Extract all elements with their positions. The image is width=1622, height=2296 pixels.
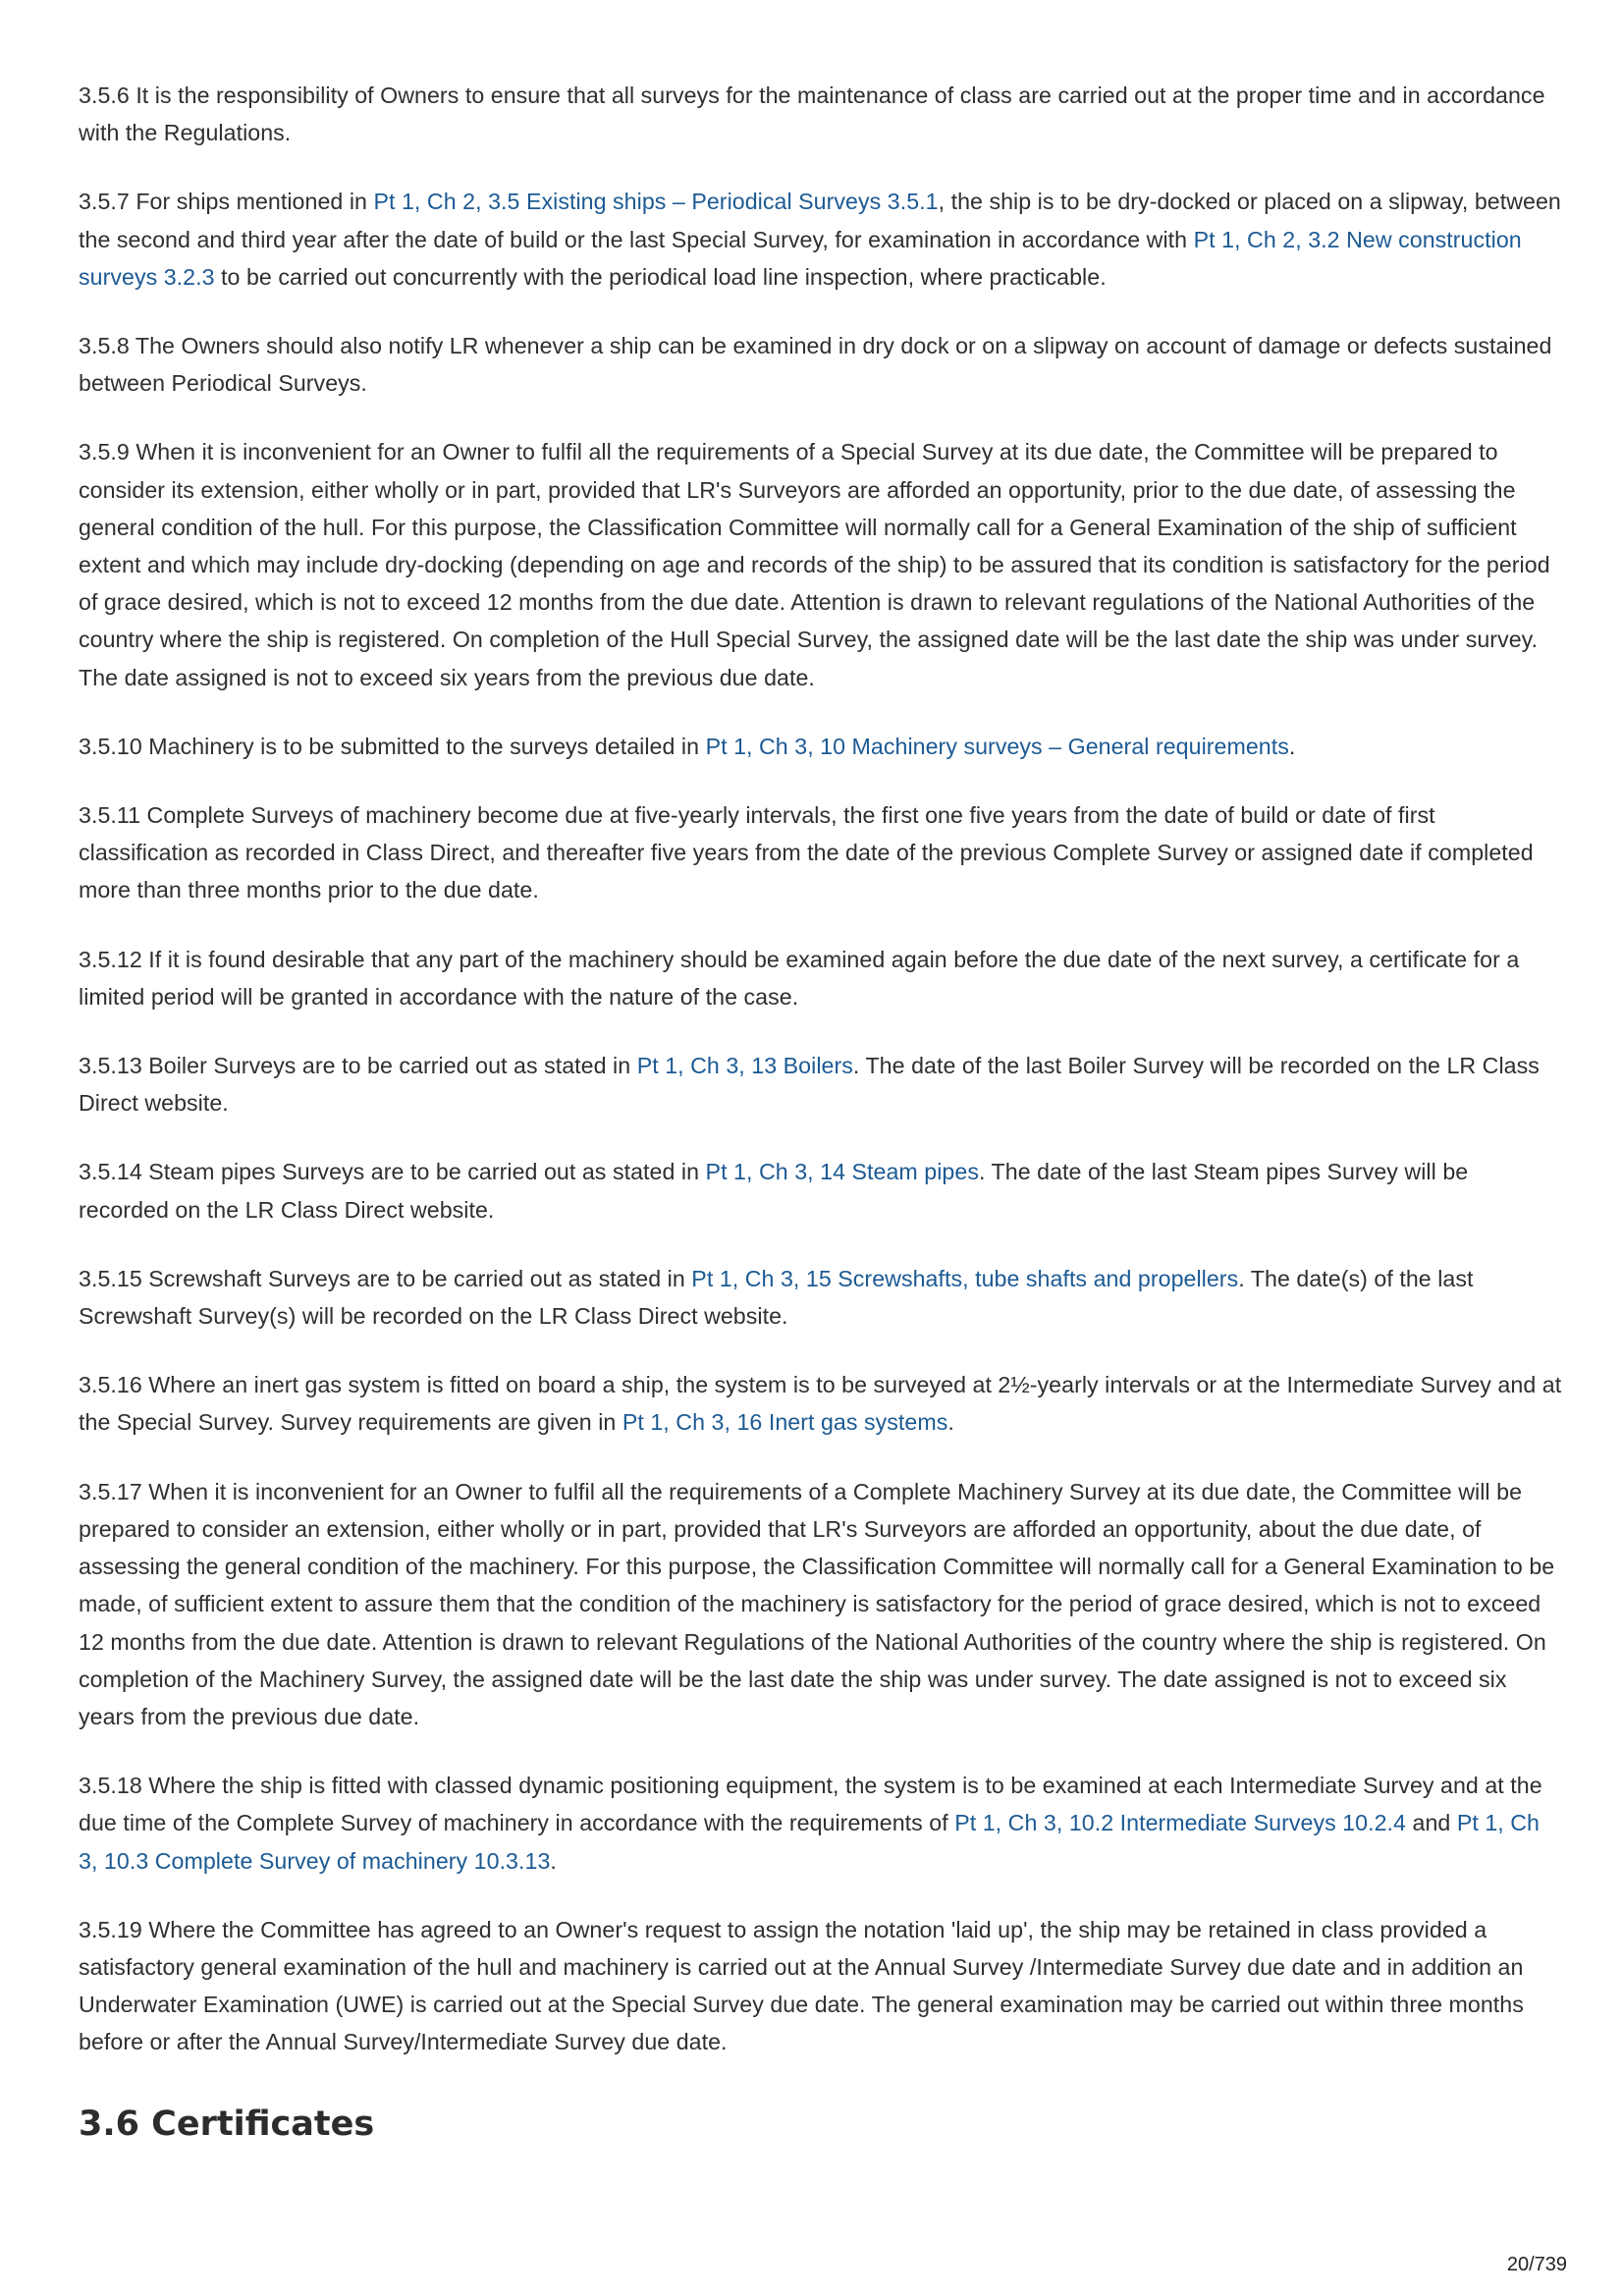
- paragraph-text: 3.5.10 Machinery is to be submitted to the surveys detailed in: [79, 733, 706, 759]
- paragraph-text: . The date of the last Boiler Survey will be recorded on the LR Class Direct website.: [79, 1053, 1540, 1117]
- paragraph-3-5-7: [79, 183, 1563, 296]
- cross-reference-link[interactable]: Pt 1, Ch 3, 10.2 Intermediate Surveys 10.2.4: [954, 1810, 1406, 1836]
- paragraph-text: 3.5.14 Steam pipes Surveys are to be carried out as stated in: [79, 1159, 706, 1185]
- paragraph-3-5-19: [79, 1911, 1563, 2061]
- section-heading: 3.6 Certificates: [79, 2104, 375, 2144]
- paragraph-text: 3.5.16 Where an inert gas system is fitted on board a ship, the system is to be surveyed at 2½-yearly intervals or at the Intermediate Survey and at the Special Survey. Survey requirements are given in: [79, 1372, 1562, 1436]
- paragraph-text: 3.5.18 Where the ship is fitted with classed dynamic positioning equipment, the system is to be examined at each Intermediate Survey and at the due time of the Complete Survey of machinery in accordance with the requirements of: [79, 1773, 1542, 1836]
- paragraph-3-5-14: [79, 1153, 1563, 1228]
- cross-reference-link[interactable]: Pt 1, Ch 3, 10 Machinery surveys – General requirements: [705, 733, 1289, 759]
- paragraph-text: .: [947, 1409, 954, 1436]
- paragraph-3-5-10: [79, 728, 1563, 765]
- paragraph-3-5-9: [79, 433, 1563, 695]
- paragraph-text: 3.5.17 When it is inconvenient for an Owner to fulfil all the requirements of a Complete Machinery Survey at its due date, the Committee will be prepared to consider an extension, either wholly or in part, provided that LR's Surveyors are afforded an opportunity, about the due date, of assessing the general condition of the machinery. For this purpose, the Classification Committee will normally call for a General Examination to be made, of sufficient extent to assure them that the condition of the machinery is satisfactory for the period of grace desired, which is not to exceed 12 months from the due date. Attention is drawn to relevant Regulations of the National Authorities of the country where the ship is registered. On completion of the Machinery Survey, the assigned date will be the last date the ship was under survey. The date assigned is not to exceed six years from the previous due date.: [79, 1478, 1555, 1729]
- paragraph-3-5-8: [79, 327, 1563, 402]
- paragraph-3-5-6: [79, 77, 1563, 151]
- paragraph-3-5-18: [79, 1767, 1563, 1880]
- paragraph-3-5-15: [79, 1260, 1563, 1335]
- document-page: [79, 77, 1563, 2146]
- paragraph-text: , the ship is to be dry-docked or placed on a slipway, between the second and third year after the date of build or the last Special Survey, for examination in accordance with: [79, 189, 1561, 252]
- paragraph-text: 3.5.8 The Owners should also notify LR whenever a ship can be examined in dry dock or on a slipway on account of damage or defects sustained between Periodical Surveys.: [79, 333, 1552, 397]
- paragraph-text: 3.5.9 When it is inconvenient for an Owner to fulfil all the requirements of a Special Survey at its due date, the Committee will be prepared to consider its extension, either wholly or in part, provided that LR's Surveyors are afforded an opportunity, prior to the due date, of assessing the general condition of the hull. For this purpose, the Classification Committee will normally call for a General Examination of the ship of sufficient extent and which may include dry-docking (depending on age and records of the ship) to be assured that its condition is satisfactory for the period of grace desired, which is not to exceed 12 months from the due date. Attention is drawn to relevant regulations of the National Authorities of the country where the ship is registered. On completion of the Hull Special Survey, the assigned date will be the last date the ship was under survey. The date assigned is not to exceed six years from the previous due date.: [79, 439, 1550, 690]
- document-content: [79, 77, 1563, 2061]
- cross-reference-link[interactable]: Pt 1, Ch 3, 14 Steam pipes: [705, 1159, 979, 1185]
- page-number: 20/739: [1506, 2254, 1567, 2275]
- paragraph-text: .: [550, 1847, 557, 1874]
- paragraph-text: 3.5.15 Screwshaft Surveys are to be carried out as stated in: [79, 1265, 692, 1291]
- cross-reference-link[interactable]: Pt 1, Ch 3, 16 Inert gas systems: [622, 1409, 948, 1436]
- paragraph-text: and: [1406, 1810, 1457, 1836]
- paragraph-text: 3.5.12 If it is found desirable that any part of the machinery should be examined again before the due date of the next survey, a certificate for a limited period will be granted in accordance with the nature of the case.: [79, 946, 1520, 1010]
- paragraph-text: to be carried out concurrently with the periodical load line inspection, where practicable.: [214, 263, 1107, 290]
- paragraph-text: 3.5.19 Where the Committee has agreed to an Owner's request to assign the notation 'laid up', the ship may be retained in class provided a satisfactory general examination of the hull and machinery is carried out at the Annual Survey /Intermediate Survey due date and in addition an Underwater Examination (UWE) is carried out at the Special Survey due date. The general examination may be carried out within three months before or after the Annual Survey/Intermediate Survey due date.: [79, 1916, 1524, 2055]
- paragraph-text: .: [1288, 733, 1296, 759]
- cross-reference-link[interactable]: Pt 1, Ch 2, 3.2 New construction surveys 3.2.3: [79, 226, 1522, 290]
- cross-reference-link[interactable]: Pt 1, Ch 3, 15 Screwshafts, tube shafts and propellers: [691, 1265, 1239, 1291]
- paragraph-text: 3.5.7 For ships mentioned in: [79, 189, 374, 215]
- paragraph-text: . The date(s) of the last Screwshaft Survey(s) will be recorded on the LR Class Direct website.: [79, 1265, 1474, 1330]
- paragraph-text: 3.5.6 It is the responsibility of Owners to ensure that all surveys for the maintenance of class are carried out at the proper time and in accordance with the Regulations.: [79, 82, 1545, 146]
- cross-reference-link[interactable]: Pt 1, Ch 2, 3.5 Existing ships – Periodical Surveys 3.5.1: [373, 189, 939, 215]
- paragraph-3-5-12: [79, 941, 1563, 1015]
- paragraph-3-5-11: [79, 796, 1563, 909]
- cross-reference-link[interactable]: Pt 1, Ch 3, 10.3 Complete Survey of machinery 10.3.13: [79, 1810, 1540, 1874]
- paragraph-3-5-16: [79, 1366, 1563, 1441]
- paragraph-text: 3.5.11 Complete Surveys of machinery become due at five-yearly intervals, the first one five years from the date of build or date of first classification as recorded in Class Direct, and thereafter five years from the date of the previous Complete Survey or assigned date if completed more than three months prior to the due date.: [79, 802, 1534, 903]
- paragraph-3-5-13: [79, 1047, 1563, 1121]
- paragraph-text: 3.5.13 Boiler Surveys are to be carried out as stated in: [79, 1053, 637, 1079]
- paragraph-text: . The date of the last Steam pipes Survey will be recorded on the LR Class Direct website.: [79, 1159, 1469, 1223]
- cross-reference-link[interactable]: Pt 1, Ch 3, 13 Boilers: [636, 1053, 853, 1079]
- paragraph-3-5-17: [79, 1473, 1563, 1735]
